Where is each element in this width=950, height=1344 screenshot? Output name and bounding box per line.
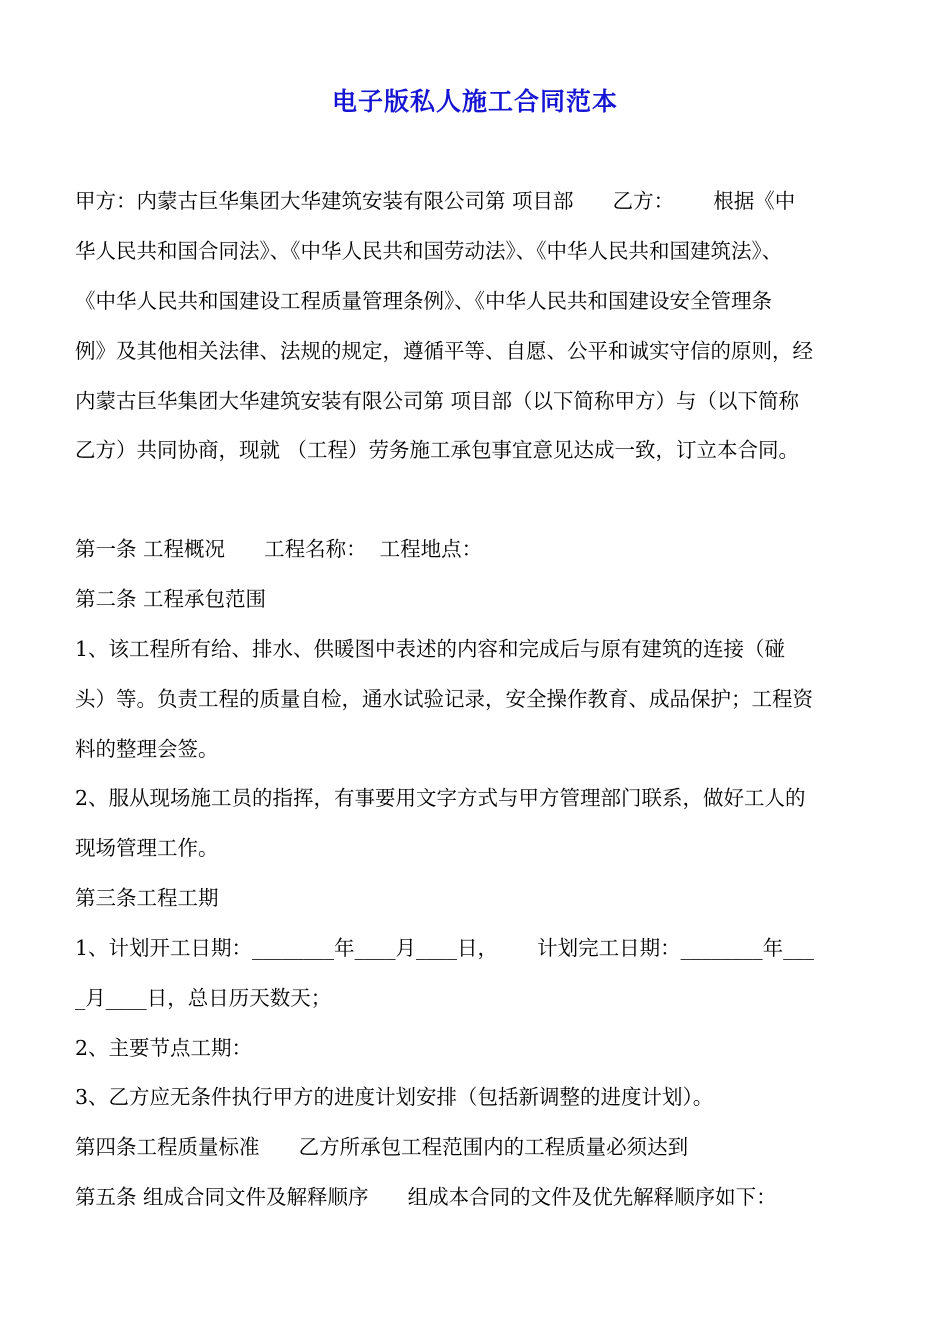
body-line: 1、该工程所有给、排水、供暖图中表述的内容和完成后与原有建筑的连接（碰 <box>75 637 786 661</box>
article-1-heading: 第一条 工程概况 工程名称： 工程地点： <box>75 537 483 561</box>
document-title: 电子版私人施工合同范本 <box>331 87 618 116</box>
intro-line: 华人民共和国合同法》、《中华人民共和国劳动法》、《中华人民共和国建筑法》、 <box>75 239 783 263</box>
body-line: 2、主要节点工期： <box>75 1036 253 1060</box>
body-line: _月____日，总日历天数天； <box>75 986 332 1010</box>
body-line: 2、服从现场施工员的指挥，有事要用文字方式与甲方管理部门联系，做好工人的 <box>75 786 806 810</box>
intro-line: 乙方）共同协商，现就 （工程）劳务施工承包事宜意见达成一致，订立本合同。 <box>75 438 800 462</box>
article-3-heading: 第三条工程工期 <box>75 886 219 910</box>
article-5-heading: 第五条 组成合同文件及解释顺序 组成本合同的文件及优先解释顺序如下： <box>75 1185 777 1209</box>
body-line: 1、计划开工日期：________年____月____日， 计划完工日期：________年___ <box>75 936 814 960</box>
intro-line: 内蒙古巨华集团大华建筑安装有限公司第 项目部（以下简称甲方）与（以下简称 <box>75 389 800 413</box>
article-2-heading: 第二条 工程承包范围 <box>75 587 267 611</box>
body-line: 料的整理会签。 <box>75 737 219 761</box>
intro-line: 例》及其他相关法律、法规的规定，遵循平等、自愿、公平和诚实守信的原则，经 <box>75 339 813 363</box>
article-4-heading: 第四条工程质量标准 乙方所承包工程范围内的工程质量必须达到 <box>75 1135 689 1159</box>
body-line: 头）等。负责工程的质量自检，通水试验记录，安全操作教育、成品保护；工程资 <box>75 687 813 711</box>
body-line: 3、乙方应无条件执行甲方的进度计划安排（包括新调整的进度计划）。 <box>75 1085 714 1109</box>
intro-line: 甲方：内蒙古巨华集团大华建筑安装有限公司第 项目部 乙方： 根据《中 <box>75 189 796 213</box>
intro-line: 《中华人民共和国建设工程质量管理条例》、《中华人民共和国建设安全管理条 <box>75 289 772 313</box>
body-line: 现场管理工作。 <box>75 836 219 860</box>
